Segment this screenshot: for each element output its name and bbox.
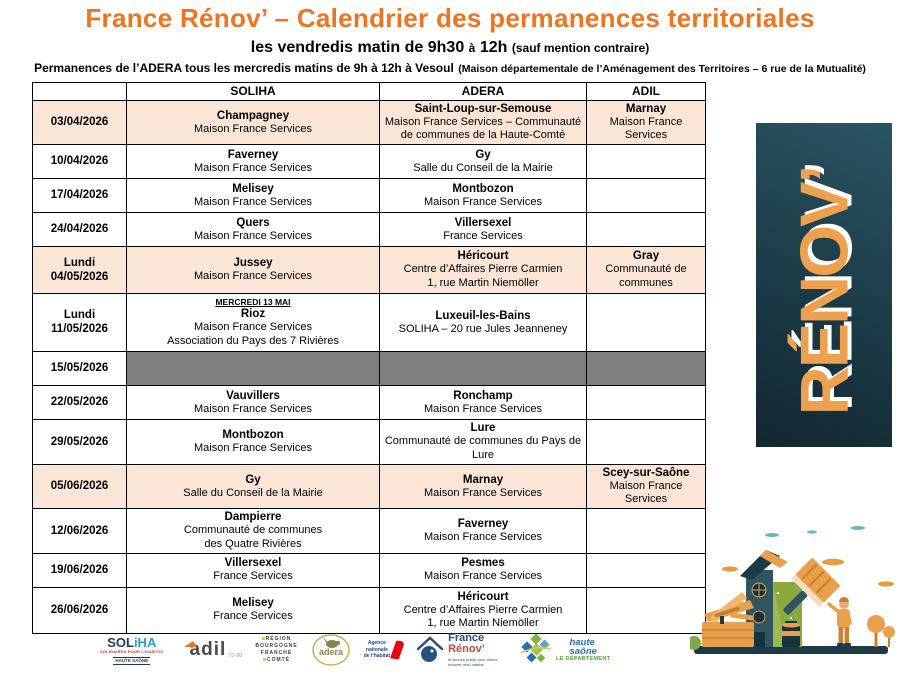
adera-bird-icon [311,633,351,667]
adil-cell [587,246,706,293]
adil-cell [587,553,706,587]
svg-text:adera: adera [318,647,343,657]
tree-icon [867,615,895,647]
venue-line: Maison France Services [424,402,542,415]
venue-line: Maison France Services [194,161,312,174]
adil-cell [587,508,706,553]
venue-line: de communes de la Haute-Comté [400,129,566,142]
table-row [33,508,706,553]
adil-cell [587,144,706,178]
soliha-cell [127,419,380,464]
venue-line: Maison France Services [194,195,312,208]
table-row [33,144,706,178]
city-name: Saint-Loup-sur-Semouse [414,103,552,115]
adera-cell [380,419,587,464]
table-row [33,178,706,212]
schedule-subtitle [0,39,900,57]
city-name: Gy [245,473,261,486]
date-cell: Lundi 04/05/2026 [33,246,127,293]
city-name: Faverney [227,148,279,161]
venue-line: Maison France Services [194,402,312,415]
city-name: Luxeuil-les-Bains [435,309,531,322]
venue-line: Maison France Services [609,479,683,506]
venue-line: des Quatre Rivières [204,537,302,550]
adera-cell [380,464,587,508]
table-row [33,293,706,351]
adera-cell [380,101,587,145]
paint-can [782,622,800,647]
soliha-wordmark: SOLiHA [107,634,157,650]
date-cell: 03/04/2026 [33,101,127,145]
renovation-illustration [690,522,900,672]
city-name: Gy [475,148,491,161]
venue-line: Maison France Services [424,570,542,583]
logo-france-renov: France Rénov’ le service public pour mieux rénover mon habitat [415,633,506,667]
city-name: Rioz [240,308,266,321]
adera-cell [380,351,587,385]
city-name: Quers [236,216,270,229]
date-cell: 10/04/2026 [33,144,127,178]
venue-line: Maison France Services [194,270,312,283]
venue-line: Salle du Conseil de la Mairie [413,161,553,174]
city-name: Marnay [462,473,504,486]
logo-adera [311,633,351,667]
column-header-soliha: SOLIHA [127,83,380,101]
column-header-adil: ADIL [587,83,706,101]
venue-line: France Services [213,570,293,583]
ground-bar [694,646,888,654]
city-name: Champagney [216,109,290,122]
partner-logos-bar [100,627,610,673]
venue-line: 1, rue Martin Niemöller [427,617,539,630]
soliha-cell [127,508,380,553]
date-cell: Lundi 11/05/2026 [33,293,127,351]
logo-adil: adil 70-90 [177,641,243,658]
soliha-cell [127,178,380,212]
adera-cell [380,508,587,553]
city-name: Héricourt [457,590,509,603]
venue-line: Lure [471,448,495,461]
soliha-cell [127,553,380,587]
adil-cell [587,178,706,212]
date-cell: 17/04/2026 [33,178,127,212]
logo-region-bourgogne-franche-comte: RÉGION BOURGOGNE FRANCHE COMTÉ [255,635,298,664]
soliha-cell [127,246,380,293]
city-name: Gray [632,250,660,263]
date-cell: 26/06/2026 [33,587,127,633]
renov-banner [756,123,892,447]
painter-person [829,597,851,647]
venue-line: Centre d’Affaires Pierre Carmien [403,603,563,616]
city-name: Héricourt [457,250,509,263]
venue-line: Maison France Services [424,530,542,543]
table-row [33,419,706,464]
permanence-calendar-table [32,82,706,634]
soliha-cell [127,212,380,246]
date-cell: 22/05/2026 [33,385,127,419]
soliha-cell [127,144,380,178]
soliha-cell [127,351,380,385]
city-name: Pesmes [461,557,505,570]
venue-line: Maison France Services [194,321,312,334]
logo-haute-saone: haute saône LE DÉPARTEMENT [519,633,610,667]
soliha-tagline: SOLIDAIRES POUR L’HABITAT [100,648,164,654]
soliha-cell [127,101,380,145]
gold-square-icon [263,658,266,661]
subtitle-a: à [468,41,476,55]
adera-cell [380,553,587,587]
table-row [33,553,706,587]
city-name: Villersexel [454,216,512,229]
soliha-cell [127,464,380,508]
venue-line: Communauté de [605,263,687,276]
city-name: Faverney [457,517,509,530]
date-cell: 24/04/2026 [33,212,127,246]
cloud-icon [765,533,779,537]
venue-line: Maison France Services [609,116,683,142]
adera-cell [380,385,587,419]
city-name: Jussey [233,257,273,270]
table-row [33,246,706,293]
table-row [33,351,706,385]
adil-cell [587,351,706,385]
column-header-date [33,83,127,101]
soliha-region: HAUTE SAÔNE [115,658,149,663]
haute-saone-diamonds-icon [519,633,553,667]
table-row [33,101,706,145]
venue-line: France Services [443,229,523,242]
city-name: Melisey [232,182,274,195]
adera-cell [380,212,587,246]
orange-cloud-icon [822,559,844,565]
date-cell: 05/06/2026 [33,464,127,508]
adil-cell [587,101,706,145]
soliha-cell [127,293,380,351]
date-cell: 19/06/2026 [33,553,127,587]
city-name: Marnay [625,103,667,115]
city-name: Scey-sur-Saône [602,466,690,479]
adera-cell [380,144,587,178]
page-title: France Rénov’ – Calendrier des permanences territoriales [85,3,815,33]
adil-cell [587,293,706,351]
city-name: Melisey [232,597,274,610]
table-header-row [33,83,706,101]
venue-line: communes [619,276,673,289]
venue-line: Communauté de communes du Pays de [384,435,582,448]
city-name: Lure [470,422,496,435]
city-name: Montbozon [452,182,514,195]
adil-cell [587,212,706,246]
subtitle-endtime: 12h [479,39,508,56]
venue-line: Maison France Services [424,486,542,499]
venue-line: SOLIHA – 20 rue Jules Jeanneney [398,322,568,335]
anah-ribbon-icon [390,640,405,659]
adera-permanence-line [0,59,900,77]
venue-line: Maison France Services – Communauté [384,116,582,129]
city-name: Ronchamp [453,389,513,402]
venue-line: Maison France Services [194,122,312,135]
adera-cell [380,178,587,212]
schedule-note: MERCREDI 13 MAI [215,296,291,307]
adera-cell [380,293,587,351]
adil-cell [587,464,706,508]
venue-line: Communauté de communes [183,524,323,537]
city-name: Villersexel [224,557,282,570]
venue-line: Maison France Services [424,195,542,208]
adera-line-paren: (Maison départementale de l’Aménagement des Territoires – 6 rue de la Mutualité) [458,63,866,75]
subtitle-note: (sauf mention contraire) [511,41,650,55]
venue-line: Centre d’Affaires Pierre Carmien [403,263,563,276]
date-cell: 29/05/2026 [33,419,127,464]
adil-cell [587,385,706,419]
gold-square-icon [262,637,265,640]
renov-banner-text: RÉNOV’ [786,166,862,416]
logo-soliha [100,636,164,665]
table-row [33,464,706,508]
subtitle-main: les vendredis matin de 9h30 [250,39,465,56]
soliha-cell [127,385,380,419]
city-name: Vauvillers [226,389,280,402]
adil-cell [587,419,706,464]
table-row [33,385,706,419]
date-cell: 15/05/2026 [33,351,127,385]
adil-roof-icon [184,641,197,647]
venue-line: Maison France Services [194,442,312,455]
logo-anah: Agence nationale de l’habitat [364,640,402,660]
city-name: Dampierre [224,511,282,524]
date-cell: 12/06/2026 [33,508,127,553]
adera-cell [380,246,587,293]
venue-line: 1, rue Martin Niemöller [427,276,539,289]
venue-line: Salle du Conseil de la Mairie [183,486,323,499]
france-renov-roof-icon [415,635,445,665]
venue-line: Association du Pays des 7 Rivières [167,334,339,347]
table-row [33,212,706,246]
column-header-adera: ADERA [380,83,587,101]
venue-line: Maison France Services [194,229,312,242]
adera-line-main: Permanences de l’ADERA tous les mercredis matins de 9h à 12h à Vesoul [34,61,454,75]
venue-line: France Services [213,610,293,623]
city-name: Montbozon [222,429,284,442]
